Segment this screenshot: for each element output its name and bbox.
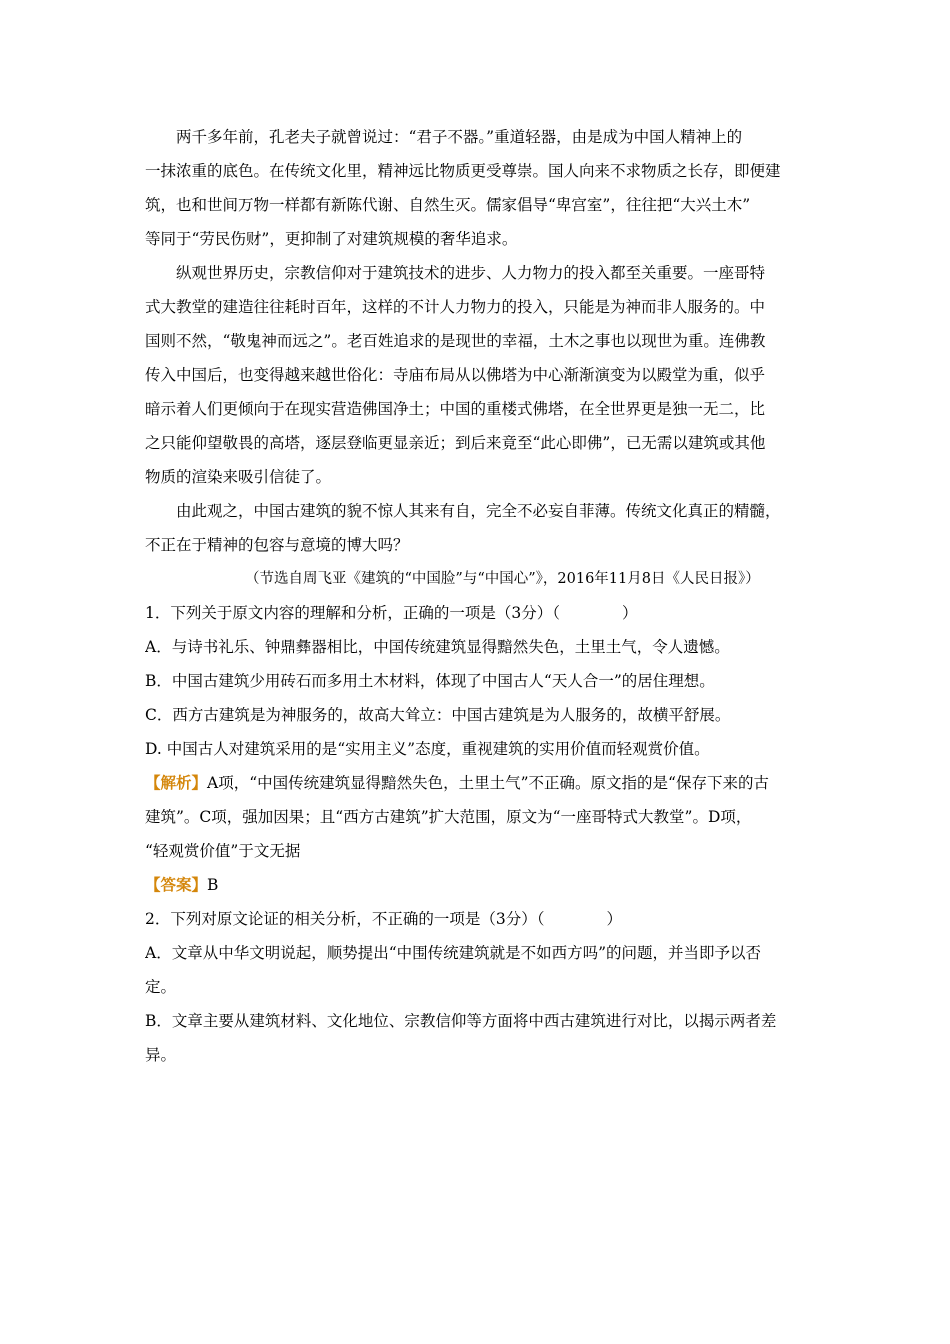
q2-option-b-line: B．文章主要从建筑材料、文化地位、宗教信仰等方面将中西古建筑进行对比，以揭示两者差: [145, 1012, 777, 1030]
q2-option-a-line: A．文章从中华文明说起，顺势提出“中围传统建筑就是不如西方吗”的问题，并当即予以否: [145, 944, 762, 962]
passage-para2-line: 传入中国后，也变得越来越世俗化：寺庙布局从以佛塔为中心渐渐演变为以殿堂为重，似乎: [145, 366, 766, 384]
passage-para2-line: 国则不然，“敬鬼神而远之”。老百姓追求的是现世的幸福，土木之事也以现世为重。连佛教: [145, 332, 766, 350]
passage-para1-line: 两千多年前，孔老夫子就曾说过：“君子不器。”重道轻器，由是成为中国人精神上的: [176, 128, 743, 146]
passage-para2-line: 式大教堂的建造往往耗时百年，这样的不计人力物力的投入，只能是为神而非人服务的。中: [145, 298, 766, 316]
passage-para1-line: 等同于“劳民伤财”，更抑制了对建筑规模的奢华追求。: [145, 230, 518, 248]
analysis-text: A项，“中国传统建筑显得黯然失色，土里土气”不正确。原文指的是“保存下来的古: [207, 774, 769, 792]
q1-option-c: C．西方古建筑是为神服务的，故高大耸立：中国古建筑是为人服务的，故横平舒展。: [145, 706, 731, 724]
q1-analysis-line: 建筑”。C项，强加因果；且“西方古建筑”扩大范围，原文为“一座哥特式大教堂”。D项，: [145, 808, 752, 826]
passage-source: （节选自周飞亚《建筑的“中国脸”与“中国心”》，2016年11月8日《人民日报》）: [245, 571, 760, 587]
analysis-tag: 【解析】: [145, 773, 208, 792]
passage-para1-line: 一抹浓重的底色。在传统文化里，精神远比物质更受尊崇。国人向来不求物质之长存，即便建: [145, 162, 781, 180]
passage-para2-line: 暗示着人们更倾向于在现实营造佛国净土；中国的重楼式佛塔，在全世界更是独一无二，比: [145, 400, 766, 418]
q1-answer-line: [145, 868, 809, 902]
q2-option-b-line: 异。: [145, 1046, 177, 1064]
q2-option-a-line: 定。: [145, 978, 177, 996]
q1-option-b: B．中国古建筑少用砖石而多用土木材料，体现了中国古人“天人合一”的居住理想。: [145, 672, 715, 690]
q1-stem: 1．下列关于原文内容的理解和分析，正确的一项是（3分）（ ）: [145, 604, 638, 622]
passage-para2-line: 之只能仰望敬畏的高塔，逐层登临更显亲近；到后来竟至“此心即佛”，已无需以建筑或其他: [145, 434, 766, 452]
q1-option-d: D. 中国古人对建筑采用的是“实用主义”态度，重视建筑的实用价值而轻观赏价值。: [145, 740, 710, 758]
answer-value: B: [207, 876, 219, 894]
q1-option-a: A．与诗书礼乐、钟鼎彝器相比，中国传统建筑显得黯然失色，土里土气，令人遗憾。: [145, 638, 730, 656]
passage-para2-line: 纵观世界历史，宗教信仰对于建筑技术的进步、人力物力的投入都至关重要。一座哥特: [176, 264, 766, 282]
passage-para3-line: 由此观之，中国古建筑的貌不惊人其来有自，完全不必妄自菲薄。传统文化真正的精髓，: [176, 502, 781, 520]
passage-para2-line: 物质的渲染来吸引信徒了。: [145, 468, 332, 486]
q1-analysis-line: “轻观赏价值”于文无据: [145, 842, 301, 860]
q2-stem: 2．下列对原文论证的相关分析，不正确的一项是（3分）（ ）: [145, 910, 622, 928]
passage-para1-line: 筑，也和世间万物一样都有新陈代谢、自然生灭。儒家倡导“卑宫室”，往往把“大兴土木”: [145, 196, 751, 214]
document-page: [145, 120, 809, 1072]
passage-para3-line: 不正在于精神的包容与意境的博大吗？: [145, 536, 409, 554]
answer-tag: 【答案】: [145, 875, 208, 894]
q1-analysis-line: [145, 766, 809, 800]
